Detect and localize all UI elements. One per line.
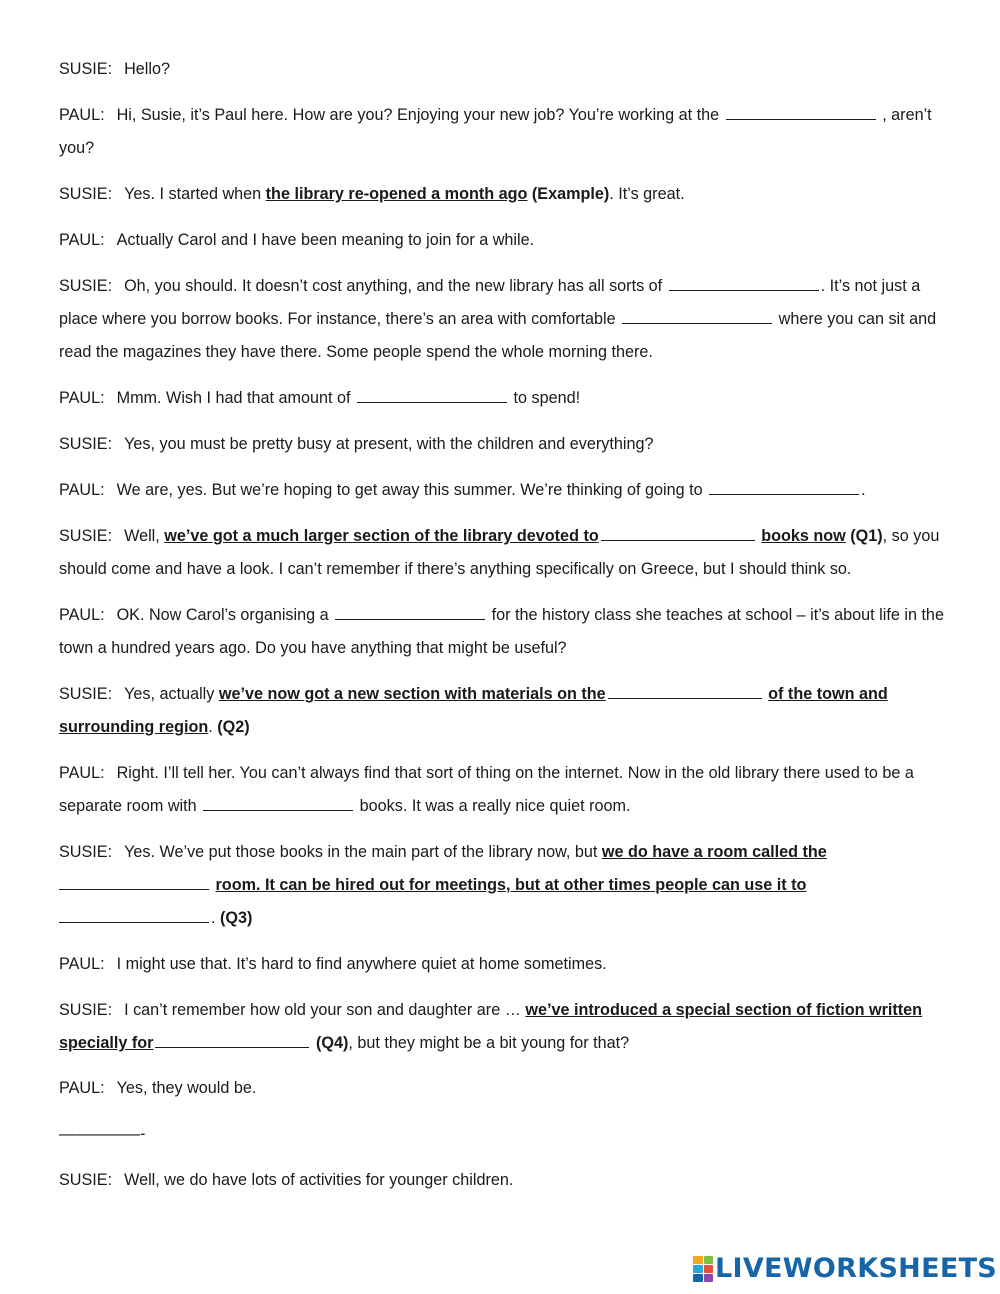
dialogue-line-12 [59,757,944,823]
dialogue-line-5 [59,270,944,369]
divider-dashes: —————- [59,1125,146,1143]
dialogue-line-10 [59,599,944,665]
question-tag: (Q2) [217,718,250,736]
speaker-label: SUSIE: [59,843,113,861]
section-divider [59,1118,944,1151]
line-text: OK. Now Carol’s organising a [116,606,329,624]
answer-blank[interactable] [622,308,772,324]
answer-blank[interactable] [59,907,209,923]
dialogue-line-7 [59,428,944,461]
answer-blank[interactable] [669,275,819,291]
line-text: . It’s great. [609,185,685,203]
dialogue-line-8 [59,474,944,507]
underlined-answer: we do have a room called the [601,843,827,861]
line-text: to spend! [513,389,581,407]
question-tag: (Q1) [850,527,883,545]
dialogue-line-9 [59,520,944,586]
line-text: books. It was a really nice quiet room. [359,797,631,815]
liveworksheets-logo-icon [693,1256,713,1282]
line-text: Mmm. Wish I had that amount of [116,389,351,407]
line-text: , but they might be a bit young for that? [348,1034,630,1052]
line-text: . [208,718,213,736]
underlined-answer: we’ve got a much larger section of the library devoted to [164,527,599,545]
answer-blank[interactable] [608,683,762,699]
line-text: Yes, you must be pretty busy at present, with the children and everything? [124,435,654,453]
underlined-answer: room. It can be hired out for meetings, but at other times people can use it to [215,876,807,894]
dialogue-line-16 [59,1072,944,1105]
dialogue-line-2 [59,99,944,165]
speaker-label: PAUL: [59,389,105,407]
line-text: Oh, you should. It doesn’t cost anything, and the new library has all sorts of [124,277,663,295]
line-text: where you can sit and read the magazines they have there. Some people spend the whole morning there. [59,310,937,361]
question-tag: (Example) [531,185,610,203]
dialogue-line-14 [59,948,944,981]
line-text: Actually Carol and I have been meaning to join for a while. [116,231,535,249]
dialogue-line-4 [59,224,944,257]
dialogue-line-18 [59,1164,944,1197]
speaker-label: PAUL: [59,231,105,249]
answer-blank[interactable] [335,604,485,620]
line-text: for the history class she teaches at school – it’s about life in the town a hundred years ago. Do you have anything that might be useful? [59,606,944,657]
line-text: Hi, Susie, it’s Paul here. How are you? Enjoying your new job? You’re working at the [116,106,720,124]
dialogue-line-6 [59,382,944,415]
dialogue-line-11 [59,678,944,744]
logo-text: LIVEWORKSHEETS [715,1253,998,1284]
line-text: Well, we do have lots of activities for younger children. [124,1171,514,1189]
line-text: . [211,909,216,927]
dialogue-line-1 [59,53,944,86]
answer-blank[interactable] [357,387,507,403]
dialogue-line-3 [59,178,944,211]
answer-blank[interactable] [155,1032,309,1048]
line-text: Yes. I started when [124,185,262,203]
dialogue-line-13 [59,836,944,935]
line-text: Right. I’ll tell her. You can’t always find that sort of thing on the internet. Now in the old library there used to be a separate room with [59,764,914,815]
liveworksheets-logo [693,1254,997,1284]
speaker-label: SUSIE: [59,685,113,703]
dialogue-line-15 [59,994,944,1060]
line-text: Well, [124,527,160,545]
line-text: Hello? [124,60,170,78]
speaker-label: PAUL: [59,481,105,499]
answer-blank[interactable] [709,479,859,495]
speaker-label: SUSIE: [59,527,113,545]
answer-blank[interactable] [59,874,209,890]
speaker-label: SUSIE: [59,185,113,203]
speaker-label: SUSIE: [59,1171,113,1189]
line-text: We are, yes. But we’re hoping to get away this summer. We’re thinking of going to [116,481,703,499]
underlined-answer: we’ve introduced a special section of fiction written specially for [59,1001,923,1052]
underlined-answer: we’ve now got a new section with materials on the [218,685,606,703]
speaker-label: PAUL: [59,955,105,973]
underlined-answer: the library re-opened a month ago [265,185,528,203]
line-text: I can’t remember how old your son and daughter are … [124,1001,521,1019]
line-text: , so you should come and have a look. I can’t remember if there’s anything specifically on Greece, but I should think so. [59,527,940,578]
line-text: Yes, actually [124,685,215,703]
underlined-answer: books now [761,527,846,545]
line-text: Yes, they would be. [116,1079,257,1097]
line-text: , aren’t you? [59,106,932,157]
underlined-answer: of the town and surrounding region [59,685,888,736]
answer-blank[interactable] [601,525,755,541]
speaker-label: SUSIE: [59,60,113,78]
speaker-label: PAUL: [59,1079,105,1097]
question-tag: (Q3) [220,909,253,927]
speaker-label: SUSIE: [59,277,113,295]
line-text: . It’s not just a place where you borrow books. For instance, there’s an area with comfortable [59,277,921,328]
line-text: I might use that. It’s hard to find anywhere quiet at home sometimes. [116,955,607,973]
answer-blank[interactable] [726,104,876,120]
line-text: Yes. We’ve put those books in the main part of the library now, but [124,843,598,861]
question-tag: (Q4) [315,1034,349,1052]
speaker-label: PAUL: [59,106,105,124]
answer-blank[interactable] [203,795,353,811]
speaker-label: SUSIE: [59,435,113,453]
speaker-label: PAUL: [59,606,105,624]
line-text: . [861,481,866,499]
speaker-label: SUSIE: [59,1001,113,1019]
speaker-label: PAUL: [59,764,105,782]
